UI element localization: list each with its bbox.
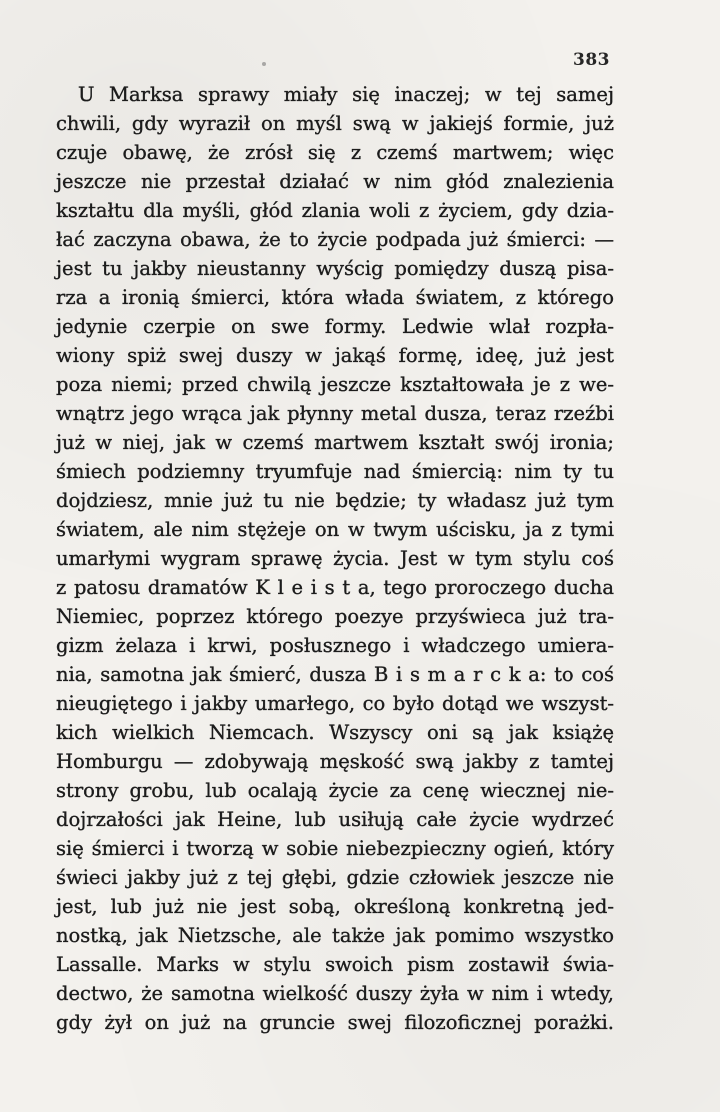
- text-line: chwili, gdy wyraził on myśl swą w jakiejś formie, już: [56, 112, 614, 135]
- text-line: poza niemi; przed chwilą jeszcze kształtowała je z we-: [56, 373, 614, 396]
- text-line: kich wielkich Niemcach. Wszyscy oni są jak książę: [56, 721, 614, 744]
- text-line: wnątrz jego wrąca jak płynny metal dusza, teraz rzeźbi: [56, 402, 614, 425]
- text-line: U Marksa sprawy miały się inaczej; w tej samej: [78, 83, 614, 106]
- text-line: jedynie czerpie on swe formy. Ledwie wlał rozpła-: [56, 315, 614, 338]
- text-line: dojdziesz, mnie już tu nie będzie; ty władasz już tym: [56, 489, 614, 512]
- text-line: jest tu jakby nieustanny wyścig pomiędzy duszą pisa-: [56, 257, 614, 280]
- text-line: z patosu dramatów K l e i s t a, tego proroczego ducha: [56, 576, 614, 599]
- text-line: dojrzałości jak Heine, lub usiłują całe życie wydrzeć: [56, 808, 614, 831]
- text-line: Niemiec, poprzez którego poezye przyświeca już tra-: [56, 605, 614, 628]
- text-line: już w niej, jak w czemś martwem kształt swój ironia;: [56, 431, 614, 454]
- text-line: nieugiętego i jakby umarłego, co było dotąd we wszyst-: [56, 692, 614, 715]
- text-line: gizm żelaza i krwi, posłusznego i władczego umiera-: [56, 634, 614, 657]
- text-line: świeci jakby już z tej głębi, gdzie człowiek jeszcze nie: [56, 866, 614, 889]
- text-line: nia, samotna jak śmierć, dusza B i s m a r c k a: to coś: [56, 663, 614, 686]
- text-line: nostką, jak Nietzsche, ale także jak pomimo wszystko: [56, 924, 614, 947]
- text-line: strony grobu, lub ocalają życie za cenę wiecznej nie-: [56, 779, 614, 802]
- page-number: 383: [573, 50, 610, 70]
- text-line: umarłymi wygram sprawę życia. Jest w tym stylu coś: [56, 547, 614, 570]
- text-line: śmiech podziemny tryumfuje nad śmiercią: nim ty tu: [56, 460, 614, 483]
- text-line: Homburgu — zdobywają męskość swą jakby z tamtej: [56, 750, 614, 773]
- text-line: jeszcze nie przestał działać w nim głód znalezienia: [56, 170, 614, 193]
- text-line: łać zaczyna obawa, że to życie podpada już śmierci: —: [56, 228, 614, 251]
- text-line: światem, ale nim stężeje on w twym uścisku, ja z tymi: [56, 518, 614, 541]
- ink-speck: [262, 62, 266, 66]
- text-line: czuje obawę, że zrósł się z czemś martwem; więc: [56, 141, 614, 164]
- text-line: się śmierci i tworzą w sobie niebezpieczny ogień, który: [56, 837, 614, 860]
- text-line: rza a ironią śmierci, która włada światem, z którego: [56, 286, 614, 309]
- text-line: wiony spiż swej duszy w jakąś formę, ideę, już jest: [56, 344, 614, 367]
- text-line: Lassalle. Marks w stylu swoich pism zostawił świa-: [56, 953, 614, 976]
- text-line: jest, lub już nie jest sobą, określoną konkretną jed-: [56, 895, 614, 918]
- text-line: kształtu dla myśli, głód zlania woli z życiem, gdy dzia-: [56, 199, 614, 222]
- text-line: gdy żył on już na gruncie swej filozoficznej porażki.: [56, 1011, 614, 1034]
- text-line: dectwo, że samotna wielkość duszy żyła w nim i wtedy,: [56, 982, 614, 1005]
- body-text: [56, 80, 614, 1037]
